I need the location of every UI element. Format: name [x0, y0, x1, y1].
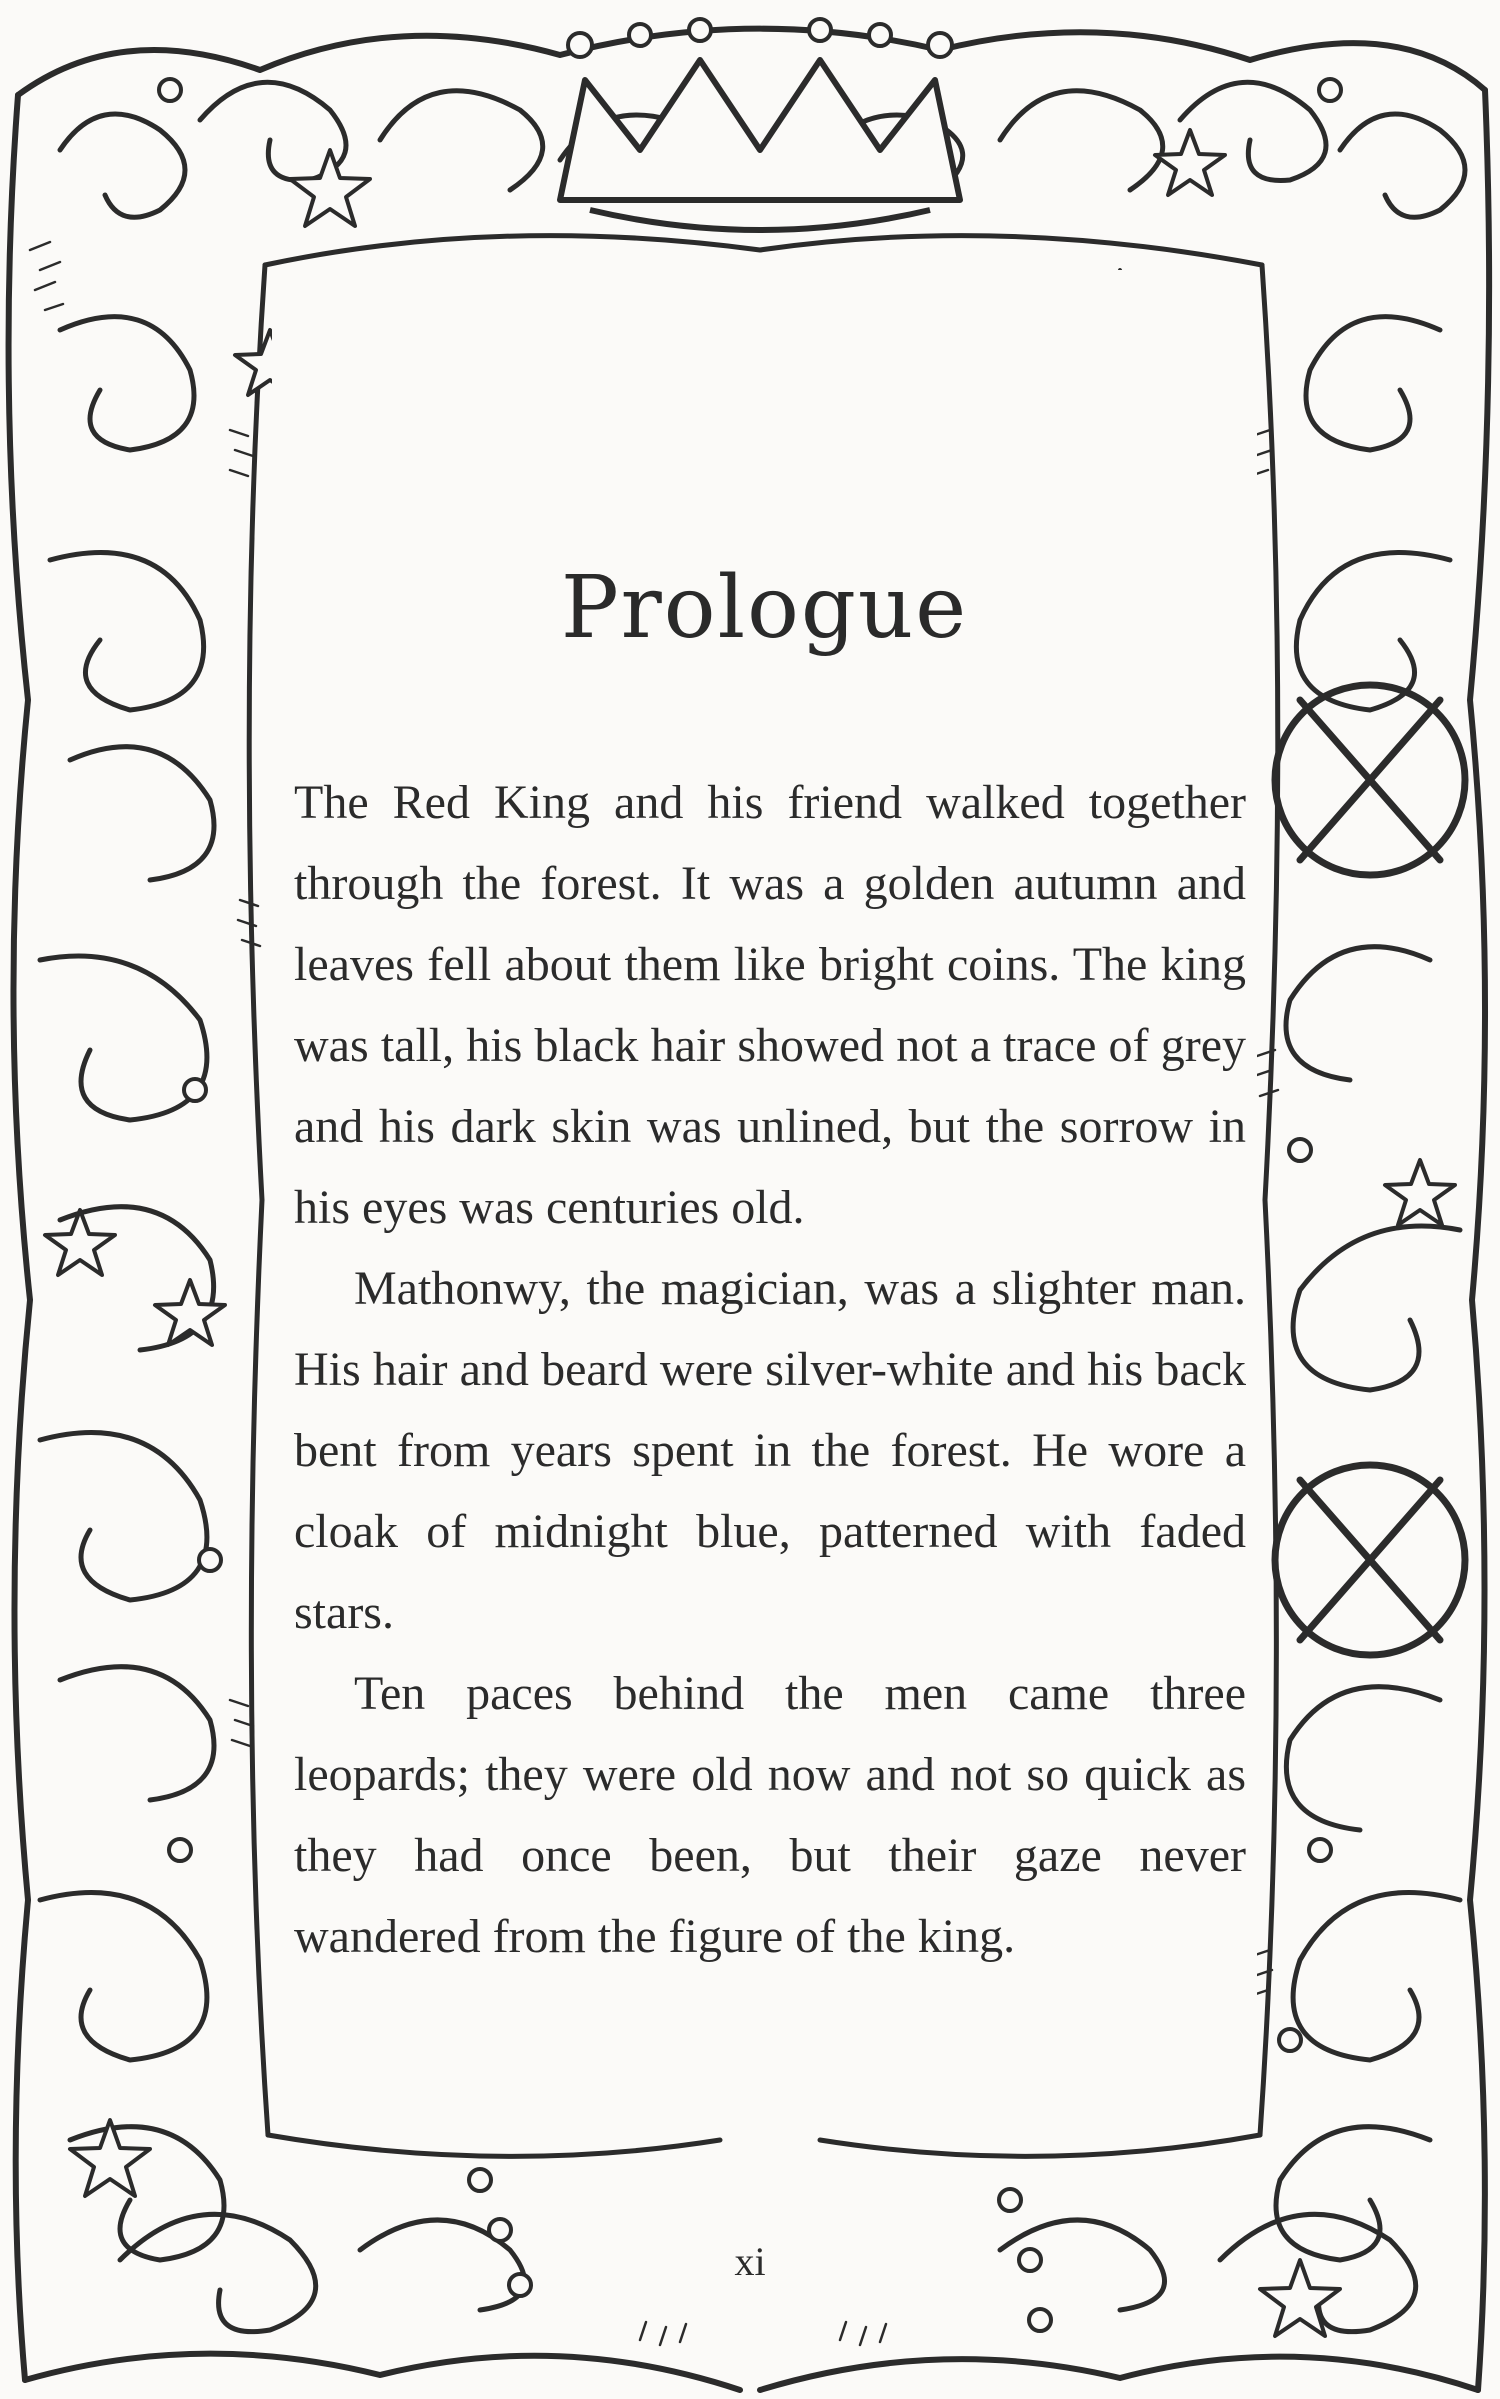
- chapter-title: Prologue: [560, 557, 969, 658]
- body-text: [294, 762, 1246, 1977]
- paragraph: The Red King and his friend walked together through the forest. It was a golden autumn and leaves fell about them like bright coins. The king was tall, his black hair showed not a trace of grey and his dark skin was unlined, but the sorrow in his eyes was centuries old.: [294, 776, 1246, 1234]
- page-number: xi: [734, 2239, 766, 2284]
- star-icon: [1155, 130, 1225, 195]
- star-icon: [45, 1210, 115, 1275]
- star-icon: [1385, 1160, 1455, 1225]
- star-icon: [290, 150, 370, 226]
- paragraph: Ten paces behind the men came three leopards; they were old now and not so quick as they had once been, but their gaze never wandered from the figure of the king.: [294, 1667, 1246, 1963]
- text-area: [272, 270, 1257, 2130]
- star-icon: [70, 2120, 150, 2196]
- paragraph: Mathonwy, the magician, was a slighter man. His hair and beard were silver-white and his back bent from years spent in the forest. He wore a cloak of midnight blue, patterned with faded stars.: [294, 1262, 1246, 1639]
